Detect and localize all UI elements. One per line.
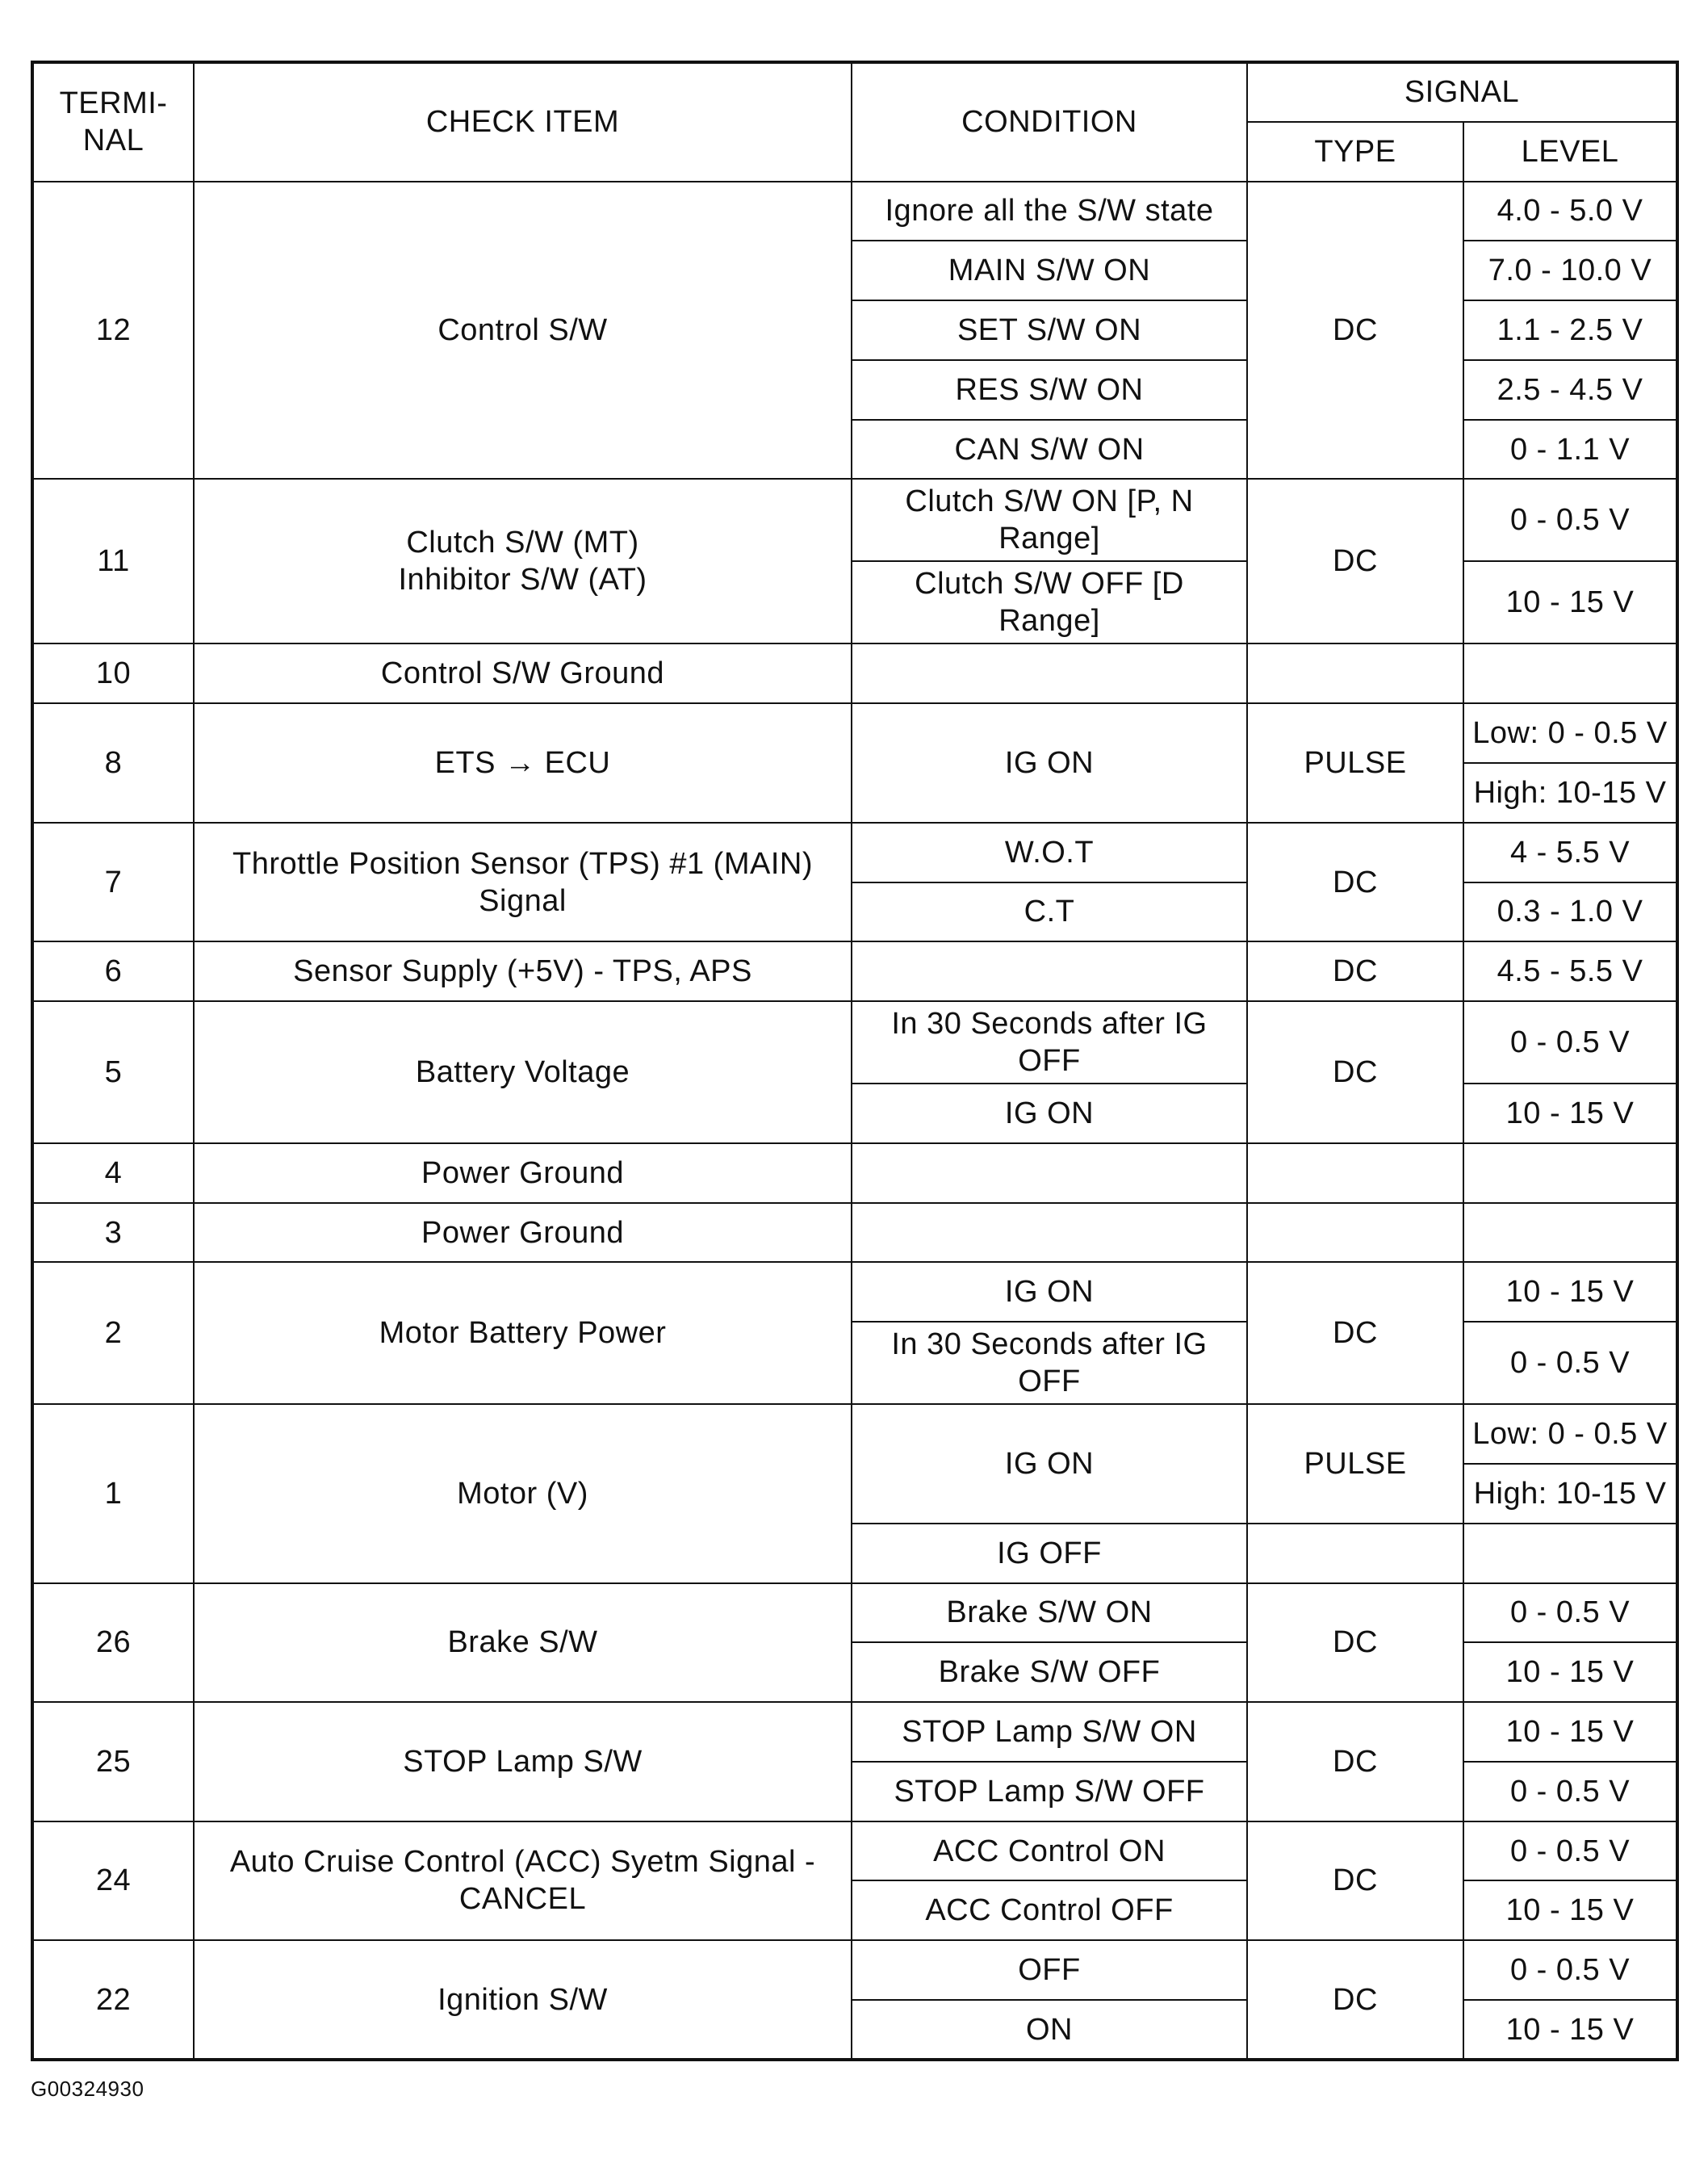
signal-level-cell: High: 10-15 V bbox=[1463, 1464, 1677, 1524]
signal-level-cell bbox=[1463, 1524, 1677, 1583]
condition-cell: IG OFF bbox=[852, 1524, 1247, 1583]
condition-cell: ACC Control OFF bbox=[852, 1880, 1247, 1940]
check-item-cell: Ignition S/W bbox=[194, 1940, 852, 2060]
terminal-cell: 12 bbox=[32, 182, 194, 480]
header-type: TYPE bbox=[1247, 122, 1463, 182]
signal-type-cell: DC bbox=[1247, 182, 1463, 480]
condition-cell: IG ON bbox=[852, 703, 1247, 823]
table-row bbox=[32, 1143, 1677, 1203]
check-item-cell: Brake S/W bbox=[194, 1583, 852, 1703]
condition-cell: OFF bbox=[852, 1940, 1247, 2000]
table-row bbox=[32, 1702, 1677, 1762]
table-row bbox=[32, 823, 1677, 882]
table-row bbox=[32, 643, 1677, 703]
signal-type-cell: DC bbox=[1247, 823, 1463, 942]
signal-type-cell: DC bbox=[1247, 479, 1463, 643]
check-item-cell: Power Ground bbox=[194, 1143, 852, 1203]
condition-cell: CAN S/W ON bbox=[852, 420, 1247, 480]
signal-level-cell: Low: 0 - 0.5 V bbox=[1463, 1404, 1677, 1464]
signal-level-cell: Low: 0 - 0.5 V bbox=[1463, 703, 1677, 763]
check-item-cell: STOP Lamp S/W bbox=[194, 1702, 852, 1821]
terminal-cell: 25 bbox=[32, 1702, 194, 1821]
terminal-cell: 3 bbox=[32, 1203, 194, 1263]
table-row bbox=[32, 1821, 1677, 1881]
signal-type-cell: DC bbox=[1247, 1001, 1463, 1143]
signal-type-cell: PULSE bbox=[1247, 703, 1463, 823]
condition-cell: Clutch S/W ON [P, N Range] bbox=[852, 479, 1247, 561]
check-item-cell: Control S/W Ground bbox=[194, 643, 852, 703]
signal-level-cell: High: 10-15 V bbox=[1463, 763, 1677, 823]
table-row bbox=[32, 1940, 1677, 2000]
signal-level-cell: 10 - 15 V bbox=[1463, 1262, 1677, 1322]
check-item-cell: ETS → ECU bbox=[194, 703, 852, 823]
signal-level-cell: 1.1 - 2.5 V bbox=[1463, 300, 1677, 360]
condition-cell: Ignore all the S/W state bbox=[852, 182, 1247, 241]
signal-level-cell: 2.5 - 4.5 V bbox=[1463, 360, 1677, 420]
condition-cell bbox=[852, 643, 1247, 703]
terminal-cell: 7 bbox=[32, 823, 194, 942]
condition-cell: C.T bbox=[852, 882, 1247, 942]
header-check-item: CHECK ITEM bbox=[194, 62, 852, 182]
check-item-cell: Power Ground bbox=[194, 1203, 852, 1263]
signal-level-cell: 4.5 - 5.5 V bbox=[1463, 941, 1677, 1001]
table-row bbox=[32, 1203, 1677, 1263]
terminal-cell: 22 bbox=[32, 1940, 194, 2060]
signal-level-cell bbox=[1463, 1143, 1677, 1203]
terminal-cell: 26 bbox=[32, 1583, 194, 1703]
terminal-cell: 8 bbox=[32, 703, 194, 823]
condition-cell bbox=[852, 1143, 1247, 1203]
terminal-cell: 4 bbox=[32, 1143, 194, 1203]
table-row bbox=[32, 479, 1677, 561]
signal-type-cell: DC bbox=[1247, 1821, 1463, 1941]
signal-level-cell bbox=[1463, 643, 1677, 703]
signal-type-cell bbox=[1247, 643, 1463, 703]
condition-cell bbox=[852, 1203, 1247, 1263]
signal-level-cell: 10 - 15 V bbox=[1463, 561, 1677, 643]
signal-type-cell bbox=[1247, 1143, 1463, 1203]
condition-cell: RES S/W ON bbox=[852, 360, 1247, 420]
signal-level-cell: 0 - 0.5 V bbox=[1463, 1821, 1677, 1881]
signal-level-cell: 0 - 0.5 V bbox=[1463, 1940, 1677, 2000]
signal-level-cell bbox=[1463, 1203, 1677, 1263]
condition-cell: STOP Lamp S/W ON bbox=[852, 1702, 1247, 1762]
condition-cell bbox=[852, 941, 1247, 1001]
check-item-cell: Sensor Supply (+5V) - TPS, APS bbox=[194, 941, 852, 1001]
header-condition: CONDITION bbox=[852, 62, 1247, 182]
signal-type-cell: DC bbox=[1247, 1940, 1463, 2060]
check-item-cell: Motor Battery Power bbox=[194, 1262, 852, 1404]
signal-type-cell: DC bbox=[1247, 1702, 1463, 1821]
signal-level-cell: 4 - 5.5 V bbox=[1463, 823, 1677, 882]
condition-cell: MAIN S/W ON bbox=[852, 241, 1247, 300]
signal-type-cell bbox=[1247, 1203, 1463, 1263]
signal-level-cell: 7.0 - 10.0 V bbox=[1463, 241, 1677, 300]
terminal-check-table bbox=[31, 61, 1679, 2061]
signal-level-cell: 10 - 15 V bbox=[1463, 1880, 1677, 1940]
condition-cell: In 30 Seconds after IG OFF bbox=[852, 1322, 1247, 1404]
signal-level-cell: 10 - 15 V bbox=[1463, 1084, 1677, 1143]
signal-type-cell: DC bbox=[1247, 1262, 1463, 1404]
figure-id: G00324930 bbox=[31, 2077, 144, 2101]
condition-cell: In 30 Seconds after IG OFF bbox=[852, 1001, 1247, 1084]
signal-level-cell: 0 - 0.5 V bbox=[1463, 1322, 1677, 1404]
check-item-cell: Battery Voltage bbox=[194, 1001, 852, 1143]
condition-cell: Brake S/W ON bbox=[852, 1583, 1247, 1643]
table-row bbox=[32, 703, 1677, 763]
condition-cell: IG ON bbox=[852, 1262, 1247, 1322]
header-level: LEVEL bbox=[1463, 122, 1677, 182]
terminal-cell: 10 bbox=[32, 643, 194, 703]
signal-type-cell: DC bbox=[1247, 1583, 1463, 1703]
check-item-cell: Auto Cruise Control (ACC) Syetm Signal - CANCEL bbox=[194, 1821, 852, 1941]
table-row bbox=[32, 1262, 1677, 1322]
signal-level-cell: 10 - 15 V bbox=[1463, 1642, 1677, 1702]
terminal-cell: 1 bbox=[32, 1404, 194, 1582]
condition-cell: W.O.T bbox=[852, 823, 1247, 882]
condition-cell: ON bbox=[852, 2000, 1247, 2060]
signal-level-cell: 0 - 0.5 V bbox=[1463, 1583, 1677, 1643]
condition-cell: Clutch S/W OFF [D Range] bbox=[852, 561, 1247, 643]
condition-cell: ACC Control ON bbox=[852, 1821, 1247, 1881]
condition-cell: STOP Lamp S/W OFF bbox=[852, 1762, 1247, 1821]
condition-cell: Brake S/W OFF bbox=[852, 1642, 1247, 1702]
signal-type-cell: DC bbox=[1247, 941, 1463, 1001]
signal-level-cell: 10 - 15 V bbox=[1463, 2000, 1677, 2060]
check-item-cell: Clutch S/W (MT) Inhibitor S/W (AT) bbox=[194, 479, 852, 643]
check-item-cell: Control S/W bbox=[194, 182, 852, 480]
condition-cell: IG ON bbox=[852, 1084, 1247, 1143]
terminal-cell: 24 bbox=[32, 1821, 194, 1941]
header-terminal: TERMI- NAL bbox=[32, 62, 194, 182]
table-row bbox=[32, 1404, 1677, 1464]
signal-type-cell: PULSE bbox=[1247, 1404, 1463, 1524]
terminal-cell: 2 bbox=[32, 1262, 194, 1404]
check-item-cell: Motor (V) bbox=[194, 1404, 852, 1582]
table-row bbox=[32, 941, 1677, 1001]
terminal-cell: 11 bbox=[32, 479, 194, 643]
table-row bbox=[32, 1001, 1677, 1084]
table-row bbox=[32, 1583, 1677, 1643]
terminal-cell: 6 bbox=[32, 941, 194, 1001]
terminal-cell: 5 bbox=[32, 1001, 194, 1143]
table-row bbox=[32, 182, 1677, 241]
signal-level-cell: 0 - 0.5 V bbox=[1463, 1001, 1677, 1084]
signal-level-cell: 10 - 15 V bbox=[1463, 1702, 1677, 1762]
signal-level-cell: 0.3 - 1.0 V bbox=[1463, 882, 1677, 942]
signal-level-cell: 4.0 - 5.0 V bbox=[1463, 182, 1677, 241]
signal-type-cell bbox=[1247, 1524, 1463, 1583]
condition-cell: SET S/W ON bbox=[852, 300, 1247, 360]
condition-cell: IG ON bbox=[852, 1404, 1247, 1524]
check-item-cell: Throttle Position Sensor (TPS) #1 (MAIN) Signal bbox=[194, 823, 852, 942]
header-signal: SIGNAL bbox=[1247, 62, 1677, 122]
signal-level-cell: 0 - 0.5 V bbox=[1463, 479, 1677, 561]
signal-level-cell: 0 - 1.1 V bbox=[1463, 420, 1677, 480]
signal-level-cell: 0 - 0.5 V bbox=[1463, 1762, 1677, 1821]
